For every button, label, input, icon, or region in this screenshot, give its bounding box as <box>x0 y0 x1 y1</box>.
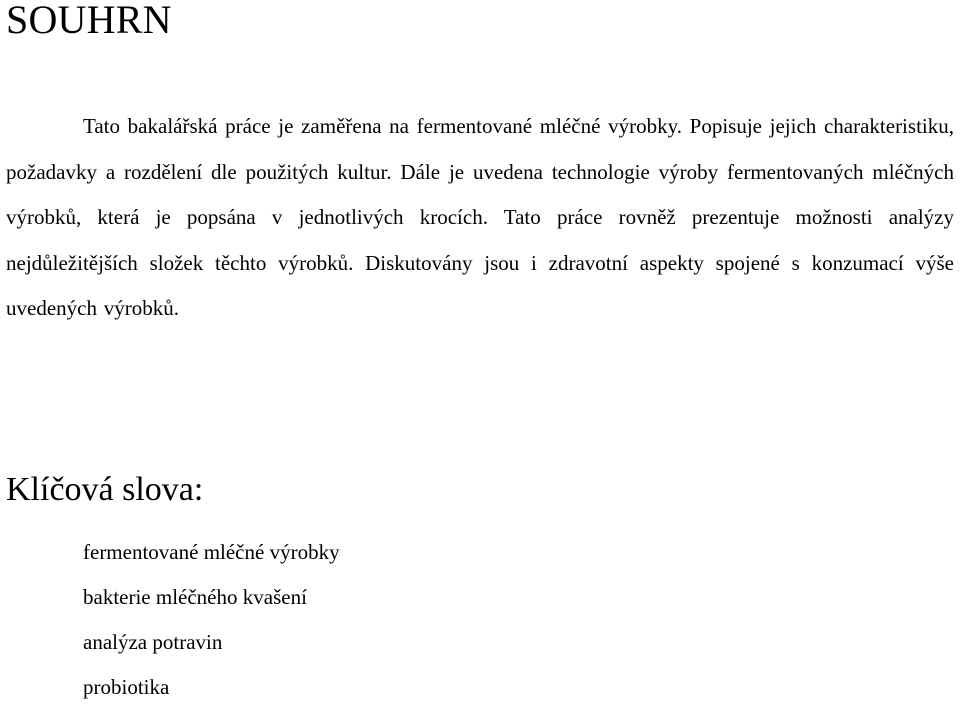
keyword-item: analýza potravin <box>83 630 223 654</box>
summary-heading: SOUHRN <box>6 0 172 42</box>
keywords-list <box>83 530 340 710</box>
keywords-heading: Klíčová slova: <box>6 471 204 508</box>
summary-paragraph: Tato bakalářská práce je zaměřena na fermentované mléčné výrobky. Popisuje jejich charakteristiku, požadavky a rozdělení dle použitých kultur. Dále je uvedena technologie výroby fermentovaných mléčných výrobků, která je popsána v jednotlivých krocích. Tato práce rovněž prezentuje možnosti analýzy nejdůležitějších složek těchto výrobků. Diskutovány jsou i zdravotní aspekty spojené s konzumací výše uvedených výrobků. <box>6 114 954 320</box>
keyword-item: bakterie mléčného kvašení <box>83 585 307 609</box>
keyword-item: probiotika <box>83 675 170 699</box>
keyword-item: fermentované mléčné výrobky <box>83 540 340 564</box>
